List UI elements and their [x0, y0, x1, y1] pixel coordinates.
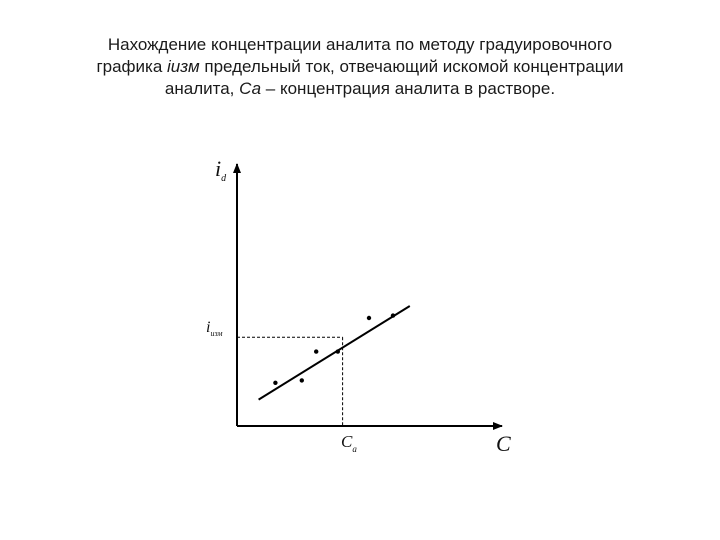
y-marker-label: $i_{изм}$ [206, 319, 223, 338]
x-axis-label: C [496, 431, 511, 456]
data-points [273, 313, 395, 385]
title-line-2-text-b: предельный ток, отвечающий искомой концентрации [199, 57, 624, 76]
title-line-2-italic: iизм [167, 57, 200, 76]
title-line-1-text: Нахождение концентрации аналита по методу градуировочного [107, 35, 613, 54]
title-line-3-text-a: аналита, [164, 79, 240, 98]
title-line-3-italic: Са [239, 79, 262, 98]
data-point-4 [336, 349, 340, 353]
title-line-2-text-a: графика [96, 57, 168, 76]
y-axis-label: $i_d$ [215, 156, 227, 184]
x-marker-label: $C_a$ [341, 432, 357, 454]
data-point-1 [273, 381, 277, 385]
data-point-2 [300, 378, 304, 382]
data-point-5 [367, 316, 371, 320]
data-point-6 [391, 313, 395, 317]
calibration-fit-line [259, 306, 410, 400]
data-point-3 [314, 349, 318, 353]
title-line-3-text-b: – концентрация аналита в растворе. [261, 79, 556, 98]
